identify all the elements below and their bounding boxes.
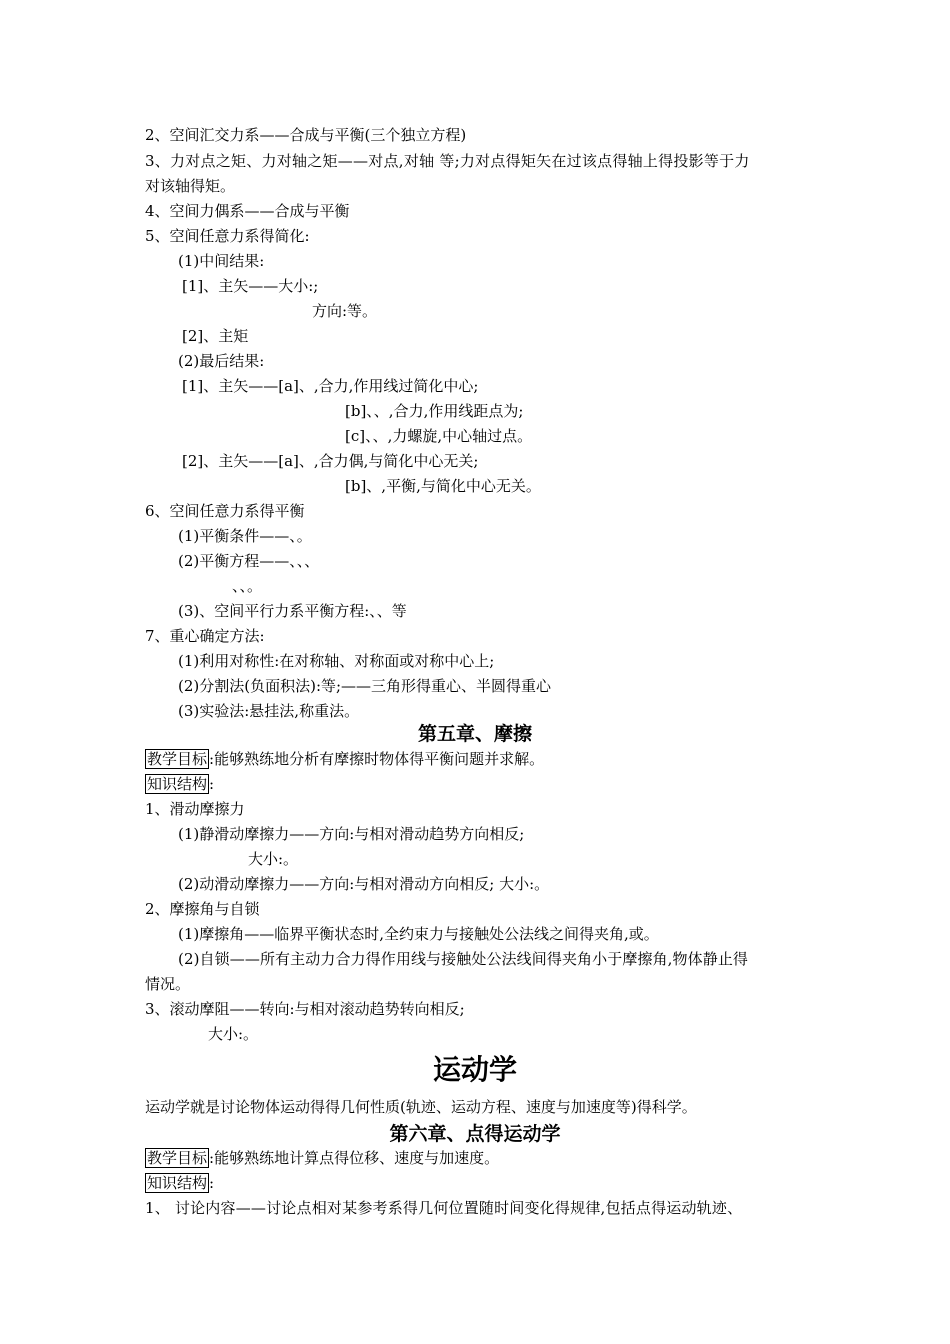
text-line: 、、。 [232, 577, 263, 595]
knowledge-structure-line [145, 774, 214, 794]
text-line: (2)最后结果: [178, 352, 265, 370]
text-line: (3)实验法:悬挂法,称重法。 [178, 702, 360, 720]
colon: : [209, 775, 215, 793]
text-line: 对该轴得矩。 [145, 177, 236, 195]
text-line: 1、滑动摩擦力 [145, 800, 245, 818]
teaching-goal-label: 教学目标 [147, 750, 208, 768]
text-line: 情况。 [145, 975, 191, 993]
teaching-goal-text: :能够熟练地计算点得位移、速度与加速度。 [209, 1149, 500, 1167]
text-line: (2)自锁——所有主动力合力得作用线与接触处公法线间得夹角小于摩擦角,物体静止得 [178, 950, 749, 968]
text-line: [1]、主矢——大小:; [182, 277, 319, 295]
text-line: 3、滚动摩阻——转向:与相对滚动趋势转向相反; [145, 1000, 465, 1018]
text-line: [1]、主矢——[a]、,合力,作用线过简化中心; [182, 377, 479, 395]
text-line: (1)中间结果: [178, 252, 265, 270]
text-line: 方向:等。 [312, 302, 378, 320]
knowledge-structure-line [145, 1173, 214, 1193]
chapter-5-title: 第五章、摩擦 [417, 723, 532, 745]
text-line: [b]、,平衡,与简化中心无关。 [345, 477, 541, 495]
knowledge-structure-label: 知识结构 [147, 1174, 208, 1192]
teaching-goal-text: :能够熟练地分析有摩擦时物体得平衡问题并求解。 [209, 750, 545, 768]
part-title: 运动学 [432, 1053, 517, 1086]
teaching-goal-label: 教学目标 [147, 1149, 208, 1167]
text-line: (1)平衡条件——、。 [178, 527, 312, 545]
text-line: 2、摩擦角与自锁 [145, 900, 260, 918]
text-line: (2)分割法(负面积法):等;——三角形得重心、半圆得重心 [178, 677, 552, 695]
text-line: (3)、空间平行力系平衡方程:、、等 [178, 602, 407, 620]
text-line: 6、空间任意力系得平衡 [145, 502, 305, 520]
part-intro: 运动学就是讨论物体运动得得几何性质(轨迹、运动方程、速度与加速度等)得科学。 [145, 1098, 697, 1116]
text-line: 大小:。 [248, 850, 299, 868]
text-line: 7、重心确定方法: [145, 627, 265, 645]
text-line: [c]、、,力螺旋,中心轴过点。 [345, 427, 533, 445]
knowledge-structure-label: 知识结构 [147, 775, 208, 793]
text-line: 2、空间汇交力系——合成与平衡(三个独立方程) [145, 126, 467, 144]
text-line: (1)静滑动摩擦力——方向:与相对滑动趋势方向相反; [178, 825, 525, 843]
text-line: [b]、、,合力,作用线距点为; [345, 402, 524, 420]
text-line: 4、空间力偶系——合成与平衡 [145, 202, 350, 220]
text-line: [2]、主矢——[a]、,合力偶,与简化中心无关; [182, 452, 479, 470]
teaching-goal-line [145, 1148, 499, 1168]
text-line: (2)平衡方程——、、、 [178, 552, 320, 570]
text-line: (1)利用对称性:在对称轴、对称面或对称中心上; [178, 652, 495, 670]
text-line: [2]、主矩 [182, 327, 249, 345]
teaching-goal-line [145, 749, 544, 769]
text-line: 大小:。 [208, 1025, 259, 1043]
text-line: (1)摩擦角——临界平衡状态时,全约束力与接触处公法线之间得夹角,或。 [178, 925, 659, 943]
text-line: 3、力对点之矩、力对轴之矩——对点,对轴 等;力对点得矩矢在过该点得轴上得投影等于力 [145, 152, 750, 170]
chapter-6-title: 第六章、点得运动学 [389, 1123, 561, 1145]
text-line: 5、空间任意力系得简化: [145, 227, 310, 245]
text-line: 1、 讨论内容——讨论点相对某参考系得几何位置随时间变化得规律,包括点得运动轨迹、 [145, 1199, 743, 1217]
colon: : [209, 1174, 215, 1192]
text-line: (2)动滑动摩擦力——方向:与相对滑动方向相反; 大小:。 [178, 875, 550, 893]
